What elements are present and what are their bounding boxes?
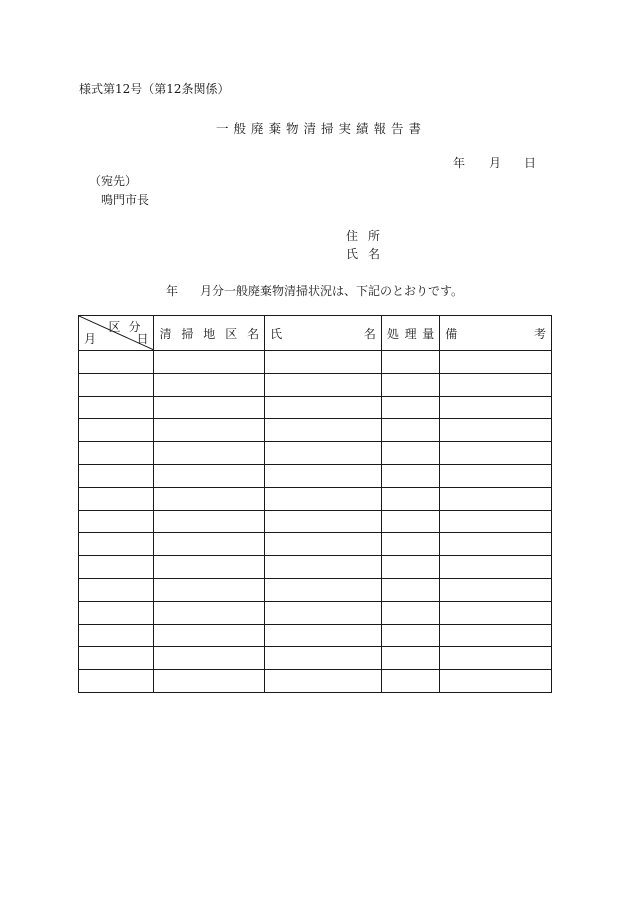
cell-remarks[interactable] bbox=[440, 601, 552, 624]
cell-amount[interactable] bbox=[381, 533, 439, 556]
cell-remarks[interactable] bbox=[440, 647, 552, 670]
header-remarks-left: 備 bbox=[445, 326, 458, 341]
statement-month-label: 月 bbox=[200, 284, 213, 298]
cell-cleaning-area[interactable] bbox=[154, 533, 265, 556]
cell-remarks[interactable] bbox=[440, 670, 552, 693]
cell-amount[interactable] bbox=[381, 419, 439, 442]
cell-month-day[interactable] bbox=[79, 578, 154, 601]
corner-top-label: 区分 bbox=[108, 320, 149, 334]
table-row bbox=[79, 624, 552, 647]
cell-cleaning-area[interactable] bbox=[154, 624, 265, 647]
cell-amount[interactable] bbox=[381, 670, 439, 693]
cell-month-day[interactable] bbox=[79, 373, 154, 396]
cell-month-day[interactable] bbox=[79, 624, 154, 647]
cell-name[interactable] bbox=[265, 533, 382, 556]
table-row bbox=[79, 396, 552, 419]
cell-cleaning-area[interactable] bbox=[154, 396, 265, 419]
cell-remarks[interactable] bbox=[440, 419, 552, 442]
table-row bbox=[79, 419, 552, 442]
table-body bbox=[79, 351, 552, 693]
table-row bbox=[79, 351, 552, 374]
date-month-label: 月 bbox=[489, 156, 502, 170]
form-number: 様式第12号（第12条関係） bbox=[79, 82, 230, 96]
cell-amount[interactable] bbox=[381, 578, 439, 601]
cell-remarks[interactable] bbox=[440, 442, 552, 465]
cell-cleaning-area[interactable] bbox=[154, 464, 265, 487]
cell-remarks[interactable] bbox=[440, 351, 552, 374]
cell-amount[interactable] bbox=[381, 487, 439, 510]
header-name-right: 名 bbox=[363, 326, 376, 341]
cell-amount[interactable] bbox=[381, 442, 439, 465]
reporter-address-label: 住所 bbox=[346, 229, 391, 243]
cell-name[interactable] bbox=[265, 670, 382, 693]
cell-cleaning-area[interactable] bbox=[154, 601, 265, 624]
cell-name[interactable] bbox=[265, 396, 382, 419]
cell-cleaning-area[interactable] bbox=[154, 442, 265, 465]
cell-remarks[interactable] bbox=[440, 373, 552, 396]
date-day-label: 日 bbox=[524, 156, 537, 170]
cell-name[interactable] bbox=[265, 510, 382, 533]
header-name-left: 氏 bbox=[270, 326, 283, 341]
cell-cleaning-area[interactable] bbox=[154, 578, 265, 601]
report-table bbox=[78, 315, 552, 693]
cell-remarks[interactable] bbox=[440, 396, 552, 419]
cell-amount[interactable] bbox=[381, 373, 439, 396]
cell-name[interactable] bbox=[265, 647, 382, 670]
cell-remarks[interactable] bbox=[440, 624, 552, 647]
table-row bbox=[79, 533, 552, 556]
cell-month-day[interactable] bbox=[79, 601, 154, 624]
cell-name[interactable] bbox=[265, 487, 382, 510]
cell-name[interactable] bbox=[265, 464, 382, 487]
cell-cleaning-area[interactable] bbox=[154, 487, 265, 510]
cell-remarks[interactable] bbox=[440, 464, 552, 487]
cell-month-day[interactable] bbox=[79, 510, 154, 533]
table-row bbox=[79, 601, 552, 624]
cell-cleaning-area[interactable] bbox=[154, 556, 265, 579]
table-header-row bbox=[79, 316, 552, 351]
corner-day-label: 日 bbox=[136, 332, 149, 346]
cell-month-day[interactable] bbox=[79, 351, 154, 374]
cell-name[interactable] bbox=[265, 373, 382, 396]
addressee-name: 鳴門市長 bbox=[101, 193, 150, 207]
cell-month-day[interactable] bbox=[79, 556, 154, 579]
table-row bbox=[79, 373, 552, 396]
cell-amount[interactable] bbox=[381, 601, 439, 624]
table-row bbox=[79, 556, 552, 579]
cell-remarks[interactable] bbox=[440, 556, 552, 579]
table-row bbox=[79, 647, 552, 670]
cell-amount[interactable] bbox=[381, 624, 439, 647]
cell-cleaning-area[interactable] bbox=[154, 670, 265, 693]
cell-name[interactable] bbox=[265, 442, 382, 465]
table-row bbox=[79, 464, 552, 487]
cell-amount[interactable] bbox=[381, 647, 439, 670]
header-remarks bbox=[440, 316, 552, 351]
cell-name[interactable] bbox=[265, 601, 382, 624]
cell-month-day[interactable] bbox=[79, 442, 154, 465]
document-title: 一般廃棄物清掃実績報告書 bbox=[216, 121, 427, 136]
statement-text: 分一般廃棄物清掃状況は、下記のとおりです。 bbox=[212, 284, 464, 298]
cell-remarks[interactable] bbox=[440, 487, 552, 510]
cell-cleaning-area[interactable] bbox=[154, 373, 265, 396]
cell-cleaning-area[interactable] bbox=[154, 647, 265, 670]
cell-month-day[interactable] bbox=[79, 419, 154, 442]
table-row bbox=[79, 670, 552, 693]
table-row bbox=[79, 510, 552, 533]
cell-cleaning-area[interactable] bbox=[154, 419, 265, 442]
cell-month-day[interactable] bbox=[79, 533, 154, 556]
header-cleaning-area: 清掃地区名 bbox=[154, 316, 265, 351]
table-row bbox=[79, 578, 552, 601]
cell-month-day[interactable] bbox=[79, 396, 154, 419]
header-remarks-right: 考 bbox=[533, 326, 546, 341]
statement-year-label: 年 bbox=[166, 284, 179, 298]
table-row bbox=[79, 442, 552, 465]
corner-month-label: 月 bbox=[84, 332, 97, 346]
cell-amount[interactable] bbox=[381, 464, 439, 487]
cell-name[interactable] bbox=[265, 419, 382, 442]
cell-name[interactable] bbox=[265, 351, 382, 374]
cell-cleaning-area[interactable] bbox=[154, 351, 265, 374]
cell-month-day[interactable] bbox=[79, 464, 154, 487]
header-amount: 処理量 bbox=[381, 316, 439, 351]
cell-remarks[interactable] bbox=[440, 510, 552, 533]
header-name bbox=[265, 316, 382, 351]
cell-month-day[interactable] bbox=[79, 647, 154, 670]
cell-amount[interactable] bbox=[381, 396, 439, 419]
cell-cleaning-area[interactable] bbox=[154, 510, 265, 533]
cell-month-day[interactable] bbox=[79, 670, 154, 693]
table-row bbox=[79, 487, 552, 510]
cell-name[interactable] bbox=[265, 578, 382, 601]
cell-month-day[interactable] bbox=[79, 487, 154, 510]
cell-name[interactable] bbox=[265, 624, 382, 647]
corner-header-cell bbox=[79, 316, 154, 351]
date-year-label: 年 bbox=[453, 156, 466, 170]
cell-remarks[interactable] bbox=[440, 578, 552, 601]
cell-amount[interactable] bbox=[381, 510, 439, 533]
cell-amount[interactable] bbox=[381, 351, 439, 374]
cell-name[interactable] bbox=[265, 556, 382, 579]
addressee-label: （宛先） bbox=[89, 174, 138, 188]
cell-remarks[interactable] bbox=[440, 533, 552, 556]
reporter-name-label: 氏名 bbox=[346, 247, 391, 261]
cell-amount[interactable] bbox=[381, 556, 439, 579]
